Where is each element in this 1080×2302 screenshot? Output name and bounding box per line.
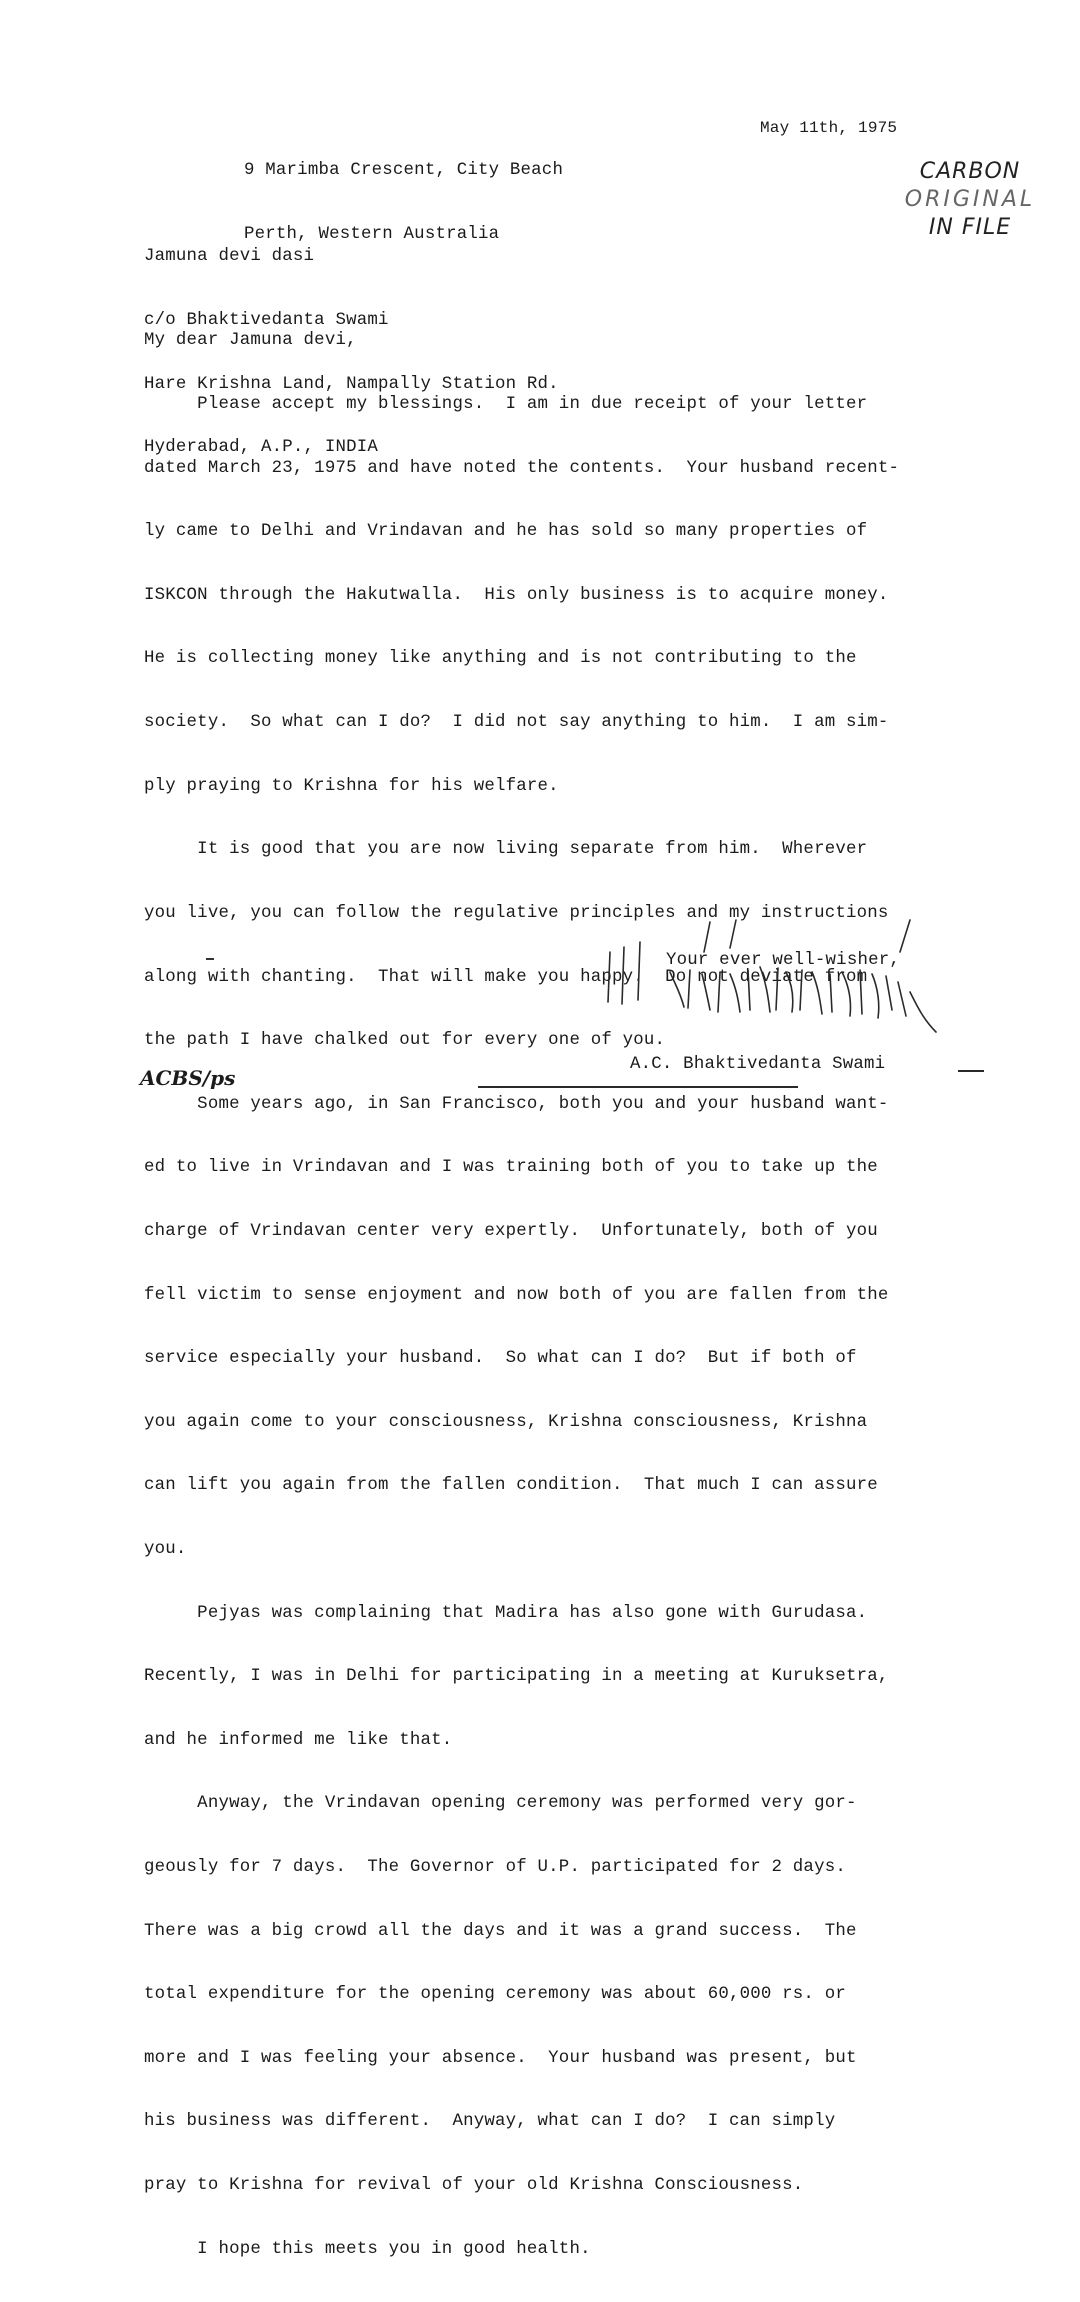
body-line: He is collecting money like anything and is not contributing to the	[144, 649, 857, 669]
signature-rule-tail	[958, 1070, 984, 1072]
signature-rule	[478, 1086, 798, 1088]
body-line: and he informed me like that.	[144, 1730, 453, 1750]
letter-date: May 11th, 1975	[760, 119, 898, 137]
body-line: Pejyas was complaining that Madira has also gone with Gurudasa.	[144, 1603, 868, 1623]
body-line: ly came to Delhi and Vrindavan and he has sold so many properties of	[144, 522, 868, 542]
body-line: the path I have chalked out for every one of you.	[144, 1031, 666, 1051]
body-line: Some years ago, in San Francisco, both you and your husband want-	[144, 1094, 889, 1114]
body-line: society. So what can I do? I did not say anything to him. I am sim-	[144, 713, 889, 733]
stamp-line: IN FILE	[928, 215, 1012, 240]
stray-mark	[206, 958, 214, 960]
body-line: total expenditure for the opening ceremony was about 60,000 rs. or	[144, 1985, 846, 2005]
body-line: I hope this meets you in good health.	[144, 2239, 591, 2259]
stamp-line: CARBON	[919, 159, 1021, 184]
sender-line: Perth, Western Australia	[244, 225, 500, 245]
letter-body	[144, 288, 899, 2302]
signature-name: A.C. Bhaktivedanta Swami	[630, 1055, 886, 1074]
body-line: along with chanting. That will make you happy. Do not deviate from	[144, 967, 868, 987]
body-line: Please accept my blessings. I am in due receipt of your letter	[144, 395, 868, 415]
handwritten-signature	[580, 912, 960, 1042]
body-line: ply praying to Krishna for his welfare.	[144, 776, 559, 796]
body-line: It is good that you are now living separate from him. Wherever	[144, 840, 868, 860]
body-line: Anyway, the Vrindavan opening ceremony was performed very gor-	[144, 1794, 857, 1814]
body-line: ed to live in Vrindavan and I was training both of you to take up the	[144, 1158, 878, 1178]
body-line: charge of Vrindavan center very expertly. Unfortunately, both of you	[144, 1221, 878, 1241]
recipient-line: Hare Krishna Land, Nampally Station Rd.	[144, 374, 559, 394]
body-line: geously for 7 days. The Governor of U.P. participated for 2 days.	[144, 1858, 846, 1878]
sender-line: 9 Marimba Crescent, City Beach	[244, 161, 564, 181]
body-line: fell victim to sense enjoyment and now both of you are fallen from the	[144, 1285, 889, 1305]
recipient-line: c/o Bhaktivedanta Swami	[144, 311, 389, 331]
closing: Your ever well-wisher,	[666, 951, 900, 970]
body-line: you live, you can follow the regulative principles and my instructions	[144, 903, 889, 923]
recipient-line: Jamuna devi dasi	[144, 247, 315, 267]
body-line: you.	[144, 1539, 187, 1559]
body-line: ISKCON through the Hakutwalla. His only business is to acquire money.	[144, 585, 889, 605]
body-line: more and I was feeling your absence. Your husband was present, but	[144, 2048, 857, 2068]
body-line: his business was different. Anyway, what can I do? I can simply	[144, 2112, 836, 2132]
body-line: pray to Krishna for revival of your old Krishna Consciousness.	[144, 2176, 804, 2196]
reference-initials: ACBS/ps	[140, 1066, 236, 1090]
stamp-line: ORIGINAL	[904, 187, 1036, 212]
recipient-line: Hyderabad, A.P., INDIA	[144, 438, 378, 458]
body-line: can lift you again from the fallen condition. That much I can assure	[144, 1476, 878, 1496]
body-line: There was a big crowd all the days and it was a grand success. The	[144, 1921, 857, 1941]
body-line: service especially your husband. So what can I do? But if both of	[144, 1349, 857, 1369]
salutation: My dear Jamuna devi,	[144, 331, 357, 351]
body-line: you again come to your consciousness, Krishna consciousness, Krishna	[144, 1412, 868, 1432]
body-line: dated March 23, 1975 and have noted the contents. Your husband recent-	[144, 458, 900, 478]
carbon-original-stamp	[900, 158, 1040, 242]
body-line: Recently, I was in Delhi for participating in a meeting at Kuruksetra,	[144, 1667, 889, 1687]
